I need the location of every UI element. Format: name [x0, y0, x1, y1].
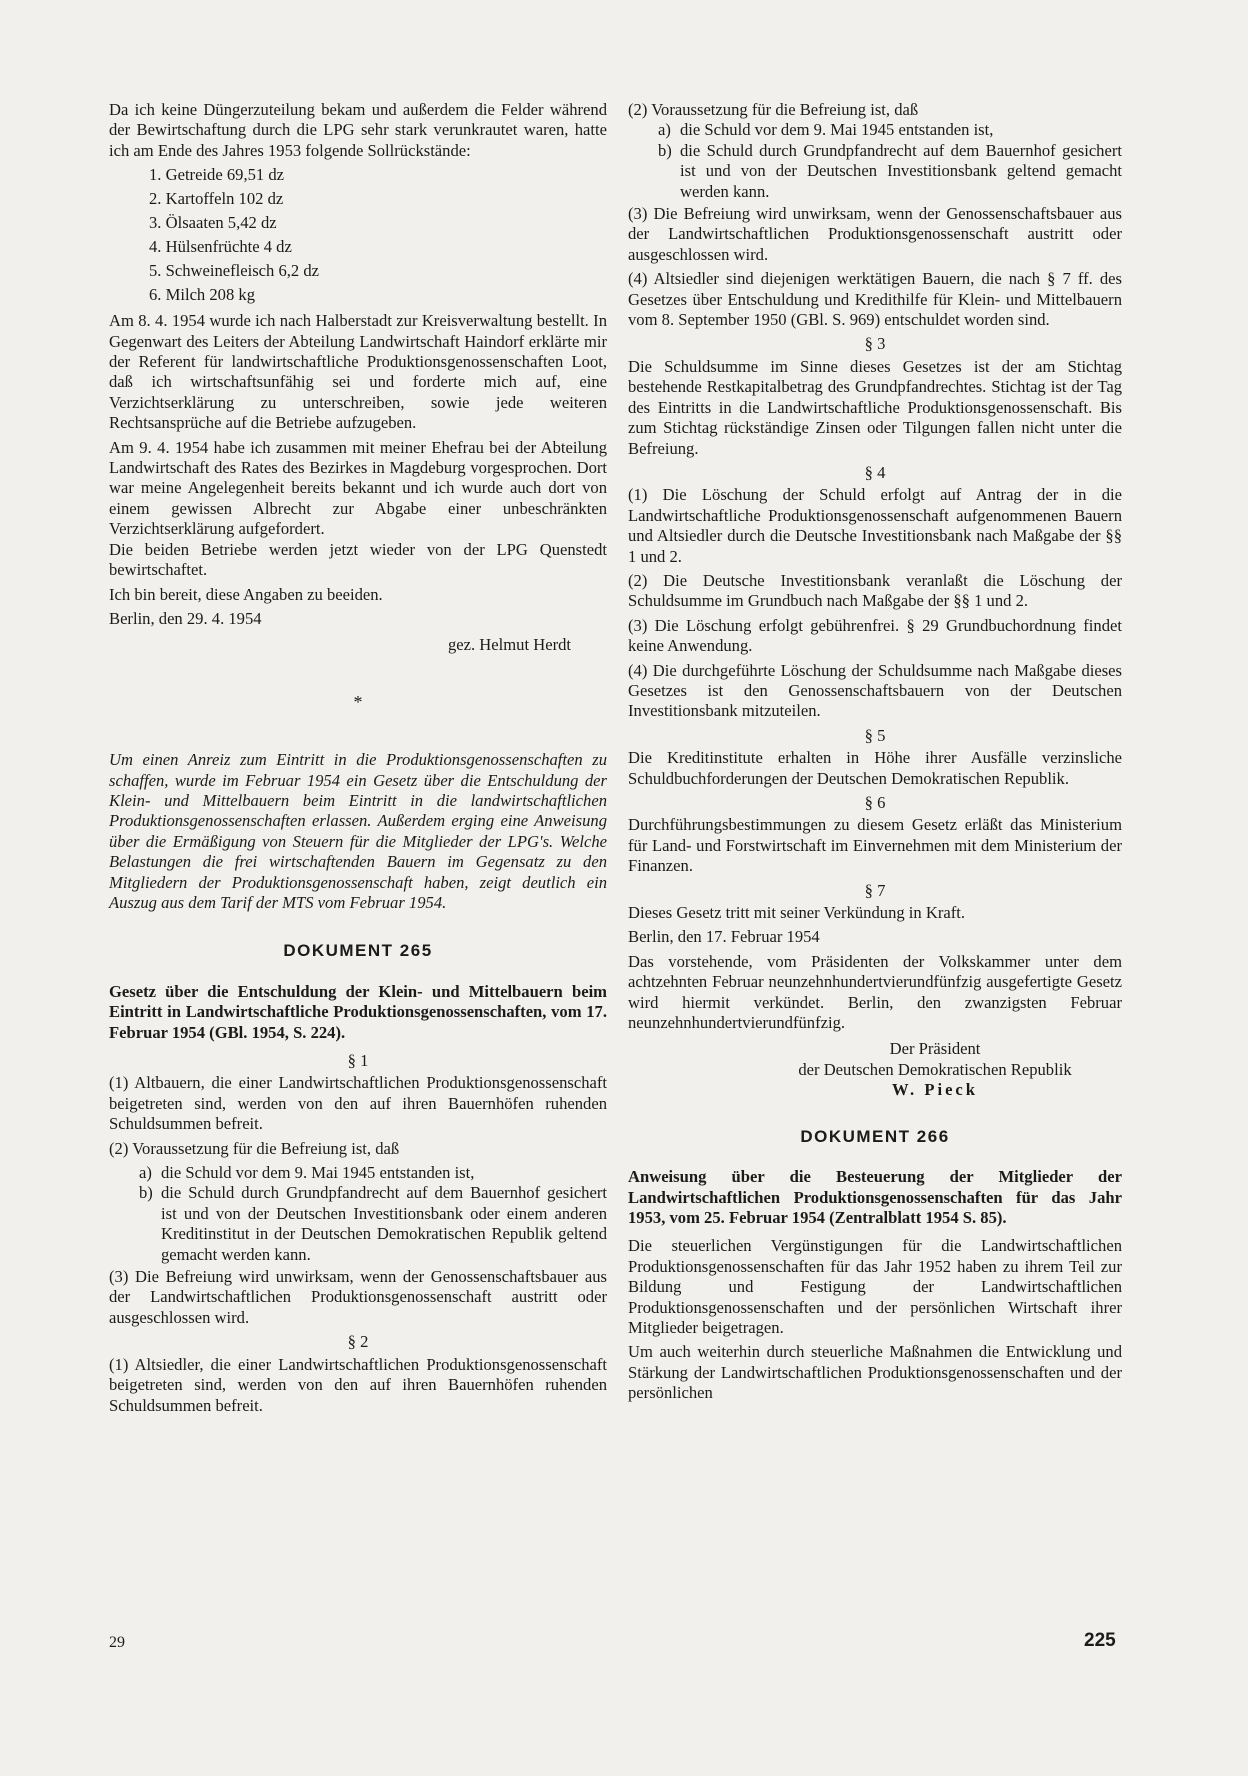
left-column: [109, 100, 607, 1420]
promulgation-paragraph: Das vorstehende, vom Präsidenten der Volkskammer unter dem achtzehnten Februar neunzehnhundertvierundfünfzig ausgefertigte Gesetz wird hiermit verkündet. Berlin, den zwanzigsten Februar neunzehnhundertvierundfünfzig.: [628, 951, 1122, 1033]
list-item: [139, 1183, 607, 1265]
paragraph: (1) Die Löschung der Schuld erfolgt auf Antrag der in die Landwirtschaftliche Produktionsgenossenschaft aufgenommenen Bauern und Altsiedler durch die Deutsche Investitionsbank nach Maßgabe der §§ 1 und 2.: [628, 485, 1122, 566]
paragraph: (4) Die durchgeführte Löschung der Schuldsumme nach Maßgabe dieses Gesetzes ist den Genossenschaftsbauern von der Deutschen Investitionsbank mitzuteilen.: [628, 660, 1122, 721]
item-label: b): [658, 140, 672, 160]
paragraph: (3) Die Löschung erfolgt gebührenfrei. § 29 Grundbuchordnung findet keine Anwendung.: [628, 615, 1122, 656]
paragraph: (3) Die Befreiung wird unwirksam, wenn der Genossenschaftsbauer aus der Landwirtschaftlichen Produktionsgenossenschaft austritt oder ausgeschlossen wird.: [109, 1267, 607, 1327]
document-heading: DOKUMENT 266: [800, 1126, 950, 1146]
document-title: Anweisung über die Besteuerung der Mitglieder der Landwirtschaftlichen Produktionsgenossenschaften für das Jahr 1953, vom 25. Februar 1954 (Zentralblatt 1954 S. 85).: [628, 1167, 1122, 1227]
paragraph: (1) Altsiedler, die einer Landwirtschaftlichen Produktionsgenossenschaft beigetreten sind, werden von den auf ihren Bauernhöfen ruhenden Schuldsummen befreit.: [109, 1354, 607, 1415]
paragraph: (2) Die Deutsche Investitionsbank veranlaßt die Löschung der Schuldsumme im Grundbuch nach Maßgabe der §§ 1 und 2.: [628, 570, 1122, 611]
section-heading: § 6: [864, 793, 886, 812]
paragraph: (2) Voraussetzung für die Befreiung ist, daß: [628, 100, 919, 119]
paragraph: (4) Altsiedler sind diejenigen werktätigen Bauern, die nach § 7 ff. des Gesetzes über Entschuldung und Kredithilfe für Klein- und Mittelbauern vom 8. September 1950 (GBl. S. 969) entschuldet worden sind.: [628, 269, 1122, 330]
section-heading: § 2: [347, 1332, 369, 1352]
paragraph: Die Schuldsumme im Sinne dieses Gesetzes ist der am Stichtag bestehende Restkapitalbetrag des Grundpfandrechtes. Stichtag ist der Tag des Eintritts in die Landwirtschaftliche Produktionsgenossenschaft. Bis zum Stichtag rückständige Zinsen oder Tilgungen fallen nicht unter die Befreiung.: [628, 356, 1122, 458]
list-item: 2. Kartoffeln 102 dz: [149, 189, 284, 209]
list-item: 6. Milch 208 kg: [149, 285, 256, 305]
paragraph: (3) Die Befreiung wird unwirksam, wenn der Genossenschaftsbauer aus der Landwirtschaftlichen Produktionsgenossenschaft austritt oder ausgeschlossen wird.: [628, 204, 1122, 264]
condition-list: [109, 1163, 607, 1265]
item-text: die Schuld durch Grundpfandrecht auf dem Bauernhof gesichert ist und von der Deutschen Investitionsbank oder einem anderen Kreditinstitut in der Deutschen Demokratischen Republik geltend gemacht werden kann.: [161, 1183, 607, 1264]
item-text: die Schuld vor dem 9. Mai 1945 entstanden ist,: [680, 120, 994, 140]
list-item: 5. Schweinefleisch 6,2 dz: [149, 261, 320, 281]
paragraph: Die steuerlichen Vergünstigungen für die Landwirtschaftlichen Produktionsgenossenschaften für das Jahr 1952 haben zu ihrem Teil zur Bildung und Festigung der Landwirtschaftlichen Produktionsgenossenschaften und der persönlichen Wirtschaft ihrer Mitglieder beigetragen.: [628, 1236, 1122, 1337]
document-title: Gesetz über die Entschuldung der Klein- und Mittelbauern beim Eintritt in Landwirtschaftliche Produktionsgenossenschaften, vom 17. Februar 1954 (GBl. 1954, S. 224).: [109, 981, 607, 1042]
item-label: a): [658, 120, 671, 140]
list-item: 4. Hülsenfrüchte 4 dz: [149, 237, 292, 257]
section-heading: § 1: [347, 1051, 369, 1070]
date-line: Berlin, den 17. Februar 1954: [628, 927, 820, 947]
page-number: 225: [1084, 1630, 1116, 1651]
item-label: b): [139, 1183, 153, 1203]
signature-block: [748, 1039, 1122, 1100]
section-heading: § 5: [864, 725, 886, 745]
separator-asterisk: *: [353, 691, 363, 712]
item-text: die Schuld durch Grundpfandrecht auf dem Bauernhof gesichert ist und von der Deutschen Investitionsbank geltend gemacht werden kann.: [680, 140, 1122, 201]
signature-line: der Deutschen Demokratischen Republik: [798, 1059, 1072, 1079]
paragraph: (1) Altbauern, die einer Landwirtschaftlichen Produktionsgenossenschaft beigetreten sind, werden von den auf ihren Bauernhöfen ruhenden Schuldsummen befreit.: [109, 1073, 607, 1134]
right-column: [628, 100, 1122, 1408]
editorial-note: Um einen Anreiz zum Eintritt in die Produktionsgenossenschaften zu schaffen, wurde im Februar 1954 ein Gesetz über die Entschuldung der Klein- und Mittelbauern beim Eintritt in die landwirtschaftlichen Produktionsgenossenschaften erlassen. Außerdem erging eine Anweisung über die Ermäßigung von Steuern für die Mitglieder der LPG's. Welche Belastungen die frei wirtschaftenden Bauern im Gegensatz zu den Mitgliedern der Produktionsgenossenschaft haben, zeigt deutlich ein Auszug aus dem Tarif der MTS vom Februar 1954.: [109, 750, 607, 912]
section-heading: § 4: [864, 462, 886, 482]
list-item: 1. Getreide 69,51 dz: [149, 165, 285, 185]
paragraph: (2) Voraussetzung für die Befreiung ist, daß: [109, 1138, 400, 1158]
list-item: [139, 1163, 607, 1183]
intro-paragraph: Da ich keine Düngerzuteilung bekam und außerdem die Felder während der Bewirtschaftung durch die LPG sehr stark verunkrautet waren, hatte ich am Ende des Jahres 1953 folgende Sollrückstände:: [109, 100, 607, 160]
paragraph: Um auch weiterhin durch steuerliche Maßnahmen die Entwicklung und Stärkung der Landwirtschaftlichen Produktionsgenossenschaften und der persönlichen: [628, 1342, 1122, 1403]
paragraph: Die beiden Betriebe werden jetzt wieder von der LPG Quenstedt bewirtschaftet.: [109, 539, 607, 580]
paragraph: Ich bin bereit, diese Angaben zu beeiden.: [109, 584, 383, 604]
paragraph: Am 8. 4. 1954 wurde ich nach Halberstadt zur Kreisverwaltung bestellt. In Gegenwart des Leiters der Abteilung Landwirtschaft Haindorf erklärte mir der Referent für landwirtschaftliche Produktionsgenossenschaften Loot, daß ich wirtschaftsunfähig sei und forderte mich auf, eine Verzichtserklärung zu unterschreiben, sowie jede weiteren Rechtsansprüche auf die Betriebe aufzugeben.: [109, 311, 607, 433]
signature-name: W. Pieck: [891, 1080, 979, 1100]
paragraph: Die Kreditinstitute erhalten in Höhe ihrer Ausfälle verzinsliche Schuldbuchforderungen der Deutschen Demokratischen Republik.: [628, 748, 1122, 788]
document-heading: DOKUMENT 265: [283, 941, 433, 961]
paragraph: Durchführungsbestimmungen zu diesem Gesetz erläßt das Ministerium für Land- und Forstwirtschaft im Einvernehmen mit dem Ministerium der Finanzen.: [628, 815, 1122, 876]
date-line: Berlin, den 29. 4. 1954: [109, 608, 262, 628]
item-label: a): [139, 1163, 152, 1183]
list-item: [658, 141, 1122, 202]
paragraph: Am 9. 4. 1954 habe ich zusammen mit meiner Ehefrau bei der Abteilung Landwirtschaft des Rates des Bezirkes in Magdeburg vorgesprochen. Dort war meine Angelegenheit bereits bekannt und ich wurde auch dort von einem gewissen Albrecht zur Abgabe einer unbeschränkten Verzichtserklärung aufgefordert.: [109, 437, 607, 539]
condition-list: [628, 120, 1122, 202]
signature-line: Der Präsident: [889, 1039, 981, 1059]
section-heading: § 3: [864, 334, 886, 354]
arrears-list: [109, 165, 607, 305]
section-heading: § 7: [864, 880, 886, 900]
list-item: [658, 120, 1122, 140]
item-text: die Schuld vor dem 9. Mai 1945 entstanden ist,: [161, 1163, 475, 1183]
page-folio-left: 29: [109, 1634, 125, 1651]
paragraph: Dieses Gesetz tritt mit seiner Verkündung in Kraft.: [628, 903, 966, 923]
list-item: 3. Ölsaaten 5,42 dz: [149, 213, 277, 233]
signature: gez. Helmut Herdt: [447, 635, 571, 655]
